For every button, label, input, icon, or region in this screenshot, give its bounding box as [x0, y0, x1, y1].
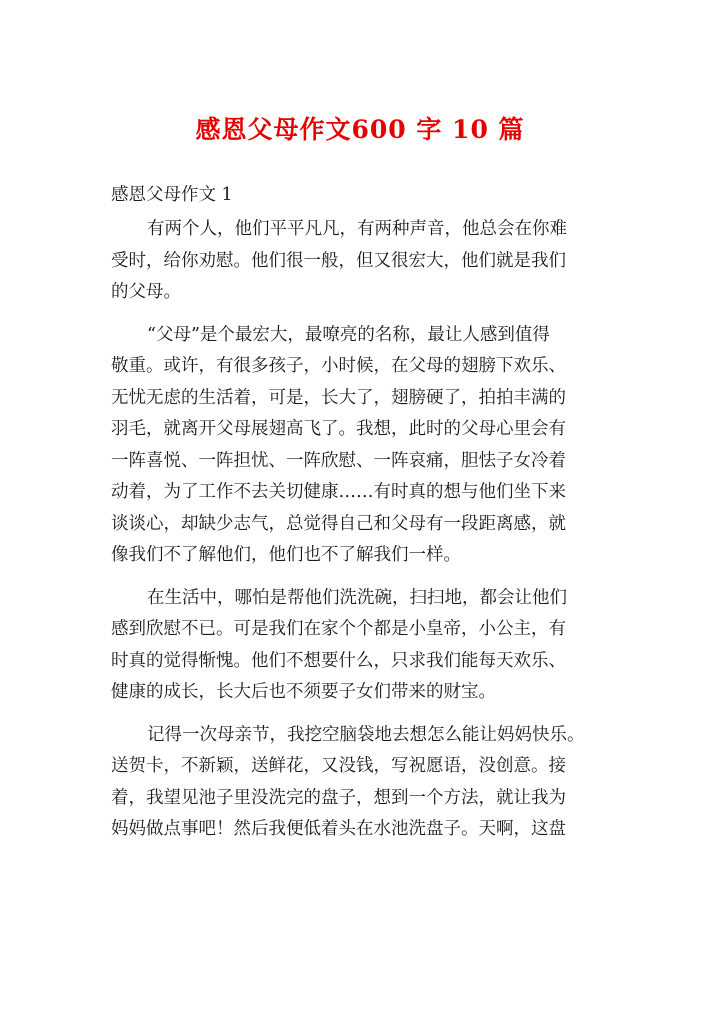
text-line: 感到欣慰不已。可是我们在家个个都是小皇帝，小公主，有 [111, 619, 566, 639]
text-line: 着，我望见池子里没洗完的盘子，想到一个方法，就让我为 [111, 787, 566, 808]
paragraph [111, 583, 611, 709]
text-line: 记得一次母亲节，我挖空脑袋地去想怎么能让妈妈快乐。 [147, 724, 585, 745]
text-line: 的父母。 [111, 282, 181, 302]
text-line: 像我们不了解他们，他们也不了解我们一样。 [111, 545, 461, 565]
text-line: 妈妈做点事吧！然后我便低着头在水池洗盘子。天啊，这盘 [111, 819, 566, 839]
text-line: 时真的觉得惭愧。他们不想要什么，只求我们能每天欢乐、 [111, 650, 566, 671]
text-line: 健康的成长，长大后也不须要子女们带来的财宝。 [111, 682, 496, 702]
text-line: 动着，为了工作不去关切健康……有时真的想与他们坐下来 [111, 482, 566, 502]
section-heading: 感恩父母作文 1 [111, 185, 233, 205]
document-title: 感恩父母作文600 字 10 篇 [195, 115, 525, 144]
paragraph [111, 320, 611, 572]
text-line: 无忧无虑的生活着，可是，长大了，翅膀硬了，拍拍丰满的 [111, 387, 566, 408]
text-line: “父母”是个最宏大，最嘹亮的名称，最让人感到值得 [147, 324, 550, 345]
paragraph [111, 214, 611, 309]
text-line: 受时，给你劝慰。他们很一般，但又很宏大，他们就是我们 [111, 250, 566, 271]
text-line: 有两个人，他们平平凡凡，有两种声音，他总会在你难 [147, 219, 567, 239]
paragraph [111, 720, 611, 846]
text-line: 敬重。或许，有很多孩子，小时候，在父母的翅膀下欢乐、 [111, 356, 566, 376]
text-line: 羽毛，就离开父母展翅高飞了。我想，此时的父母心里会有 [111, 419, 566, 439]
text-line: 谈谈心，却缺少志气，总觉得自己和父母有一段距离感，就 [111, 513, 566, 534]
text-line: 一阵喜悦、一阵担忧、一阵欣慰、一阵哀痛，胆怯子女冷着 [111, 450, 566, 471]
essay-body [111, 214, 611, 857]
text-line: 在生活中，哪怕是帮他们洗洗碗，扫扫地，都会让他们 [147, 587, 567, 608]
text-line: 送贺卡，不新颖，送鲜花，又没钱，写祝愿语，没创意。接 [111, 756, 566, 776]
